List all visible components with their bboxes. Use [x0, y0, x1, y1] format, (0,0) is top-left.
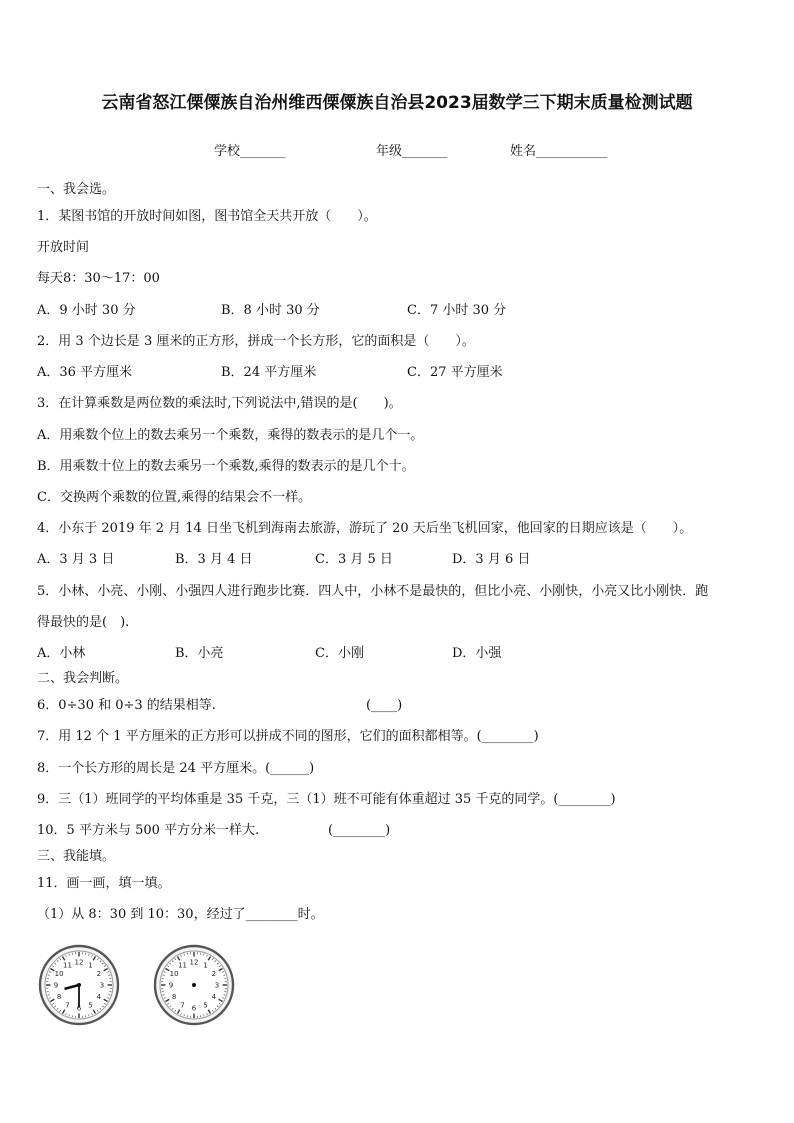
question-10: 10．5 平方米与 500 平方分米一样大.: [37, 823, 260, 838]
q5-option-b: B．小亮: [175, 646, 224, 661]
clock-numeral: 4: [211, 993, 217, 1002]
section-heading-fill: 三、我能填。: [37, 849, 116, 864]
clock-numeral: 6: [76, 1004, 82, 1013]
clock-numeral: 8: [56, 993, 62, 1002]
clock-numeral: 5: [203, 1001, 208, 1010]
question-11-part-1: （1）从 8：30 到 10：30，经过了________时。: [37, 907, 324, 922]
question-11: 11．画一画，填一填。: [37, 876, 171, 891]
q5-option-d: D．小强: [452, 646, 502, 661]
question-6: 6．0÷30 和 0÷3 的结果相等.: [37, 698, 216, 713]
question-7: 7．用 12 个 1 平方厘米的正方形可以拼成不同的图形，它们的面积都相等。(________): [37, 729, 539, 744]
q5-option-a: A．小林: [37, 646, 86, 661]
blank-clock-face: [153, 944, 235, 1026]
clock-numeral: 11: [178, 961, 187, 970]
clock-numeral: 10: [54, 970, 64, 979]
clock-center: [192, 983, 196, 987]
q5-option-c: C．小刚: [315, 646, 364, 661]
start-clock-face: [38, 944, 120, 1026]
q2-option-c: C．27 平方厘米: [407, 365, 503, 380]
q10-answer-blank: (________): [328, 823, 391, 838]
name-field: 姓名___________: [510, 144, 608, 159]
question-8: 8．一个长方形的周长是 24 平方厘米。(______): [37, 761, 315, 776]
question-1-info-title: 开放时间: [37, 240, 90, 255]
clock-numeral: 7: [65, 1001, 70, 1010]
clock-numeral: 1: [203, 961, 208, 970]
question-3: 3．在计算乘数是两位数的乘法时,下列说法中,错误的是( )。: [37, 396, 402, 411]
question-4: 4．小东于 2019 年 2 月 14 日坐飞机到海南去旅游，游玩了 20 天后坐飞机回家，他回家的日期应该是（ ）。: [37, 521, 693, 536]
clock-numeral: 12: [189, 958, 199, 967]
q2-option-b: B．24 平方厘米: [221, 365, 317, 380]
clock-numeral: 4: [96, 993, 102, 1002]
q1-option-b: B．8 小时 30 分: [221, 303, 320, 318]
clock-numeral: 10: [169, 970, 179, 979]
clock-numeral: 12: [74, 958, 84, 967]
question-1-info-hours: 每天8：30～17：00: [37, 271, 160, 286]
q4-option-d: D．3 月 6 日: [452, 552, 531, 567]
q1-option-c: C．7 小时 30 分: [407, 303, 507, 318]
section-heading-choice: 一、我会选。: [37, 182, 116, 197]
q3-option-b: B．用乘数十位上的数去乘另一个乘数,乘得的数表示的是几个十。: [37, 459, 415, 474]
clock-numeral: 1: [88, 961, 93, 970]
q6-answer-blank: (____): [366, 698, 403, 713]
school-field: 学校_______: [214, 144, 286, 159]
clock-numeral: 9: [168, 981, 174, 990]
clock-numeral: 6: [191, 1004, 197, 1013]
q2-option-a: A．36 平方厘米: [37, 365, 133, 380]
question-1: 1．某图书馆的开放时间如图，图书馆全天共开放（ ）。: [37, 209, 377, 224]
q4-option-b: B．3 月 4 日: [175, 552, 253, 567]
page-title: 云南省怒江傈僳族自治州维西傈僳族自治县2023届数学三下期末质量检测试题: [101, 93, 693, 113]
clock-numeral: 2: [96, 970, 102, 979]
q3-option-a: A．用乘数个位上的数去乘另一个乘数，乘得的数表示的是几个一。: [37, 428, 424, 443]
question-9: 9．三（1）班同学的平均体重是 35 千克，三（1）班不可能有体重超过 35 千克的同学。(________): [37, 792, 616, 807]
question-2: 2．用 3 个边长是 3 厘米的正方形，拼成一个长方形，它的面积是（ ）。: [37, 334, 475, 349]
clock-numeral: 3: [214, 981, 220, 990]
clock-numeral: 11: [63, 961, 72, 970]
question-5-cont: 得最快的是( ).: [37, 615, 130, 630]
question-5: 5．小林、小亮、小刚、小强四人进行跑步比赛．四人中，小林不是最快的，但比小亮、小刚快，小亮又比小刚快．跑: [37, 584, 709, 599]
clock-numeral: 8: [171, 993, 177, 1002]
section-heading-judge: 二、我会判断。: [37, 671, 129, 686]
clock-center: [77, 983, 81, 987]
q1-option-a: A．9 小时 30 分: [37, 303, 136, 318]
clock-numeral: 2: [211, 970, 217, 979]
q4-option-c: C．3 月 5 日: [315, 552, 393, 567]
clock-numeral: 9: [53, 981, 59, 990]
q3-option-c: C．交换两个乘数的位置,乘得的结果会不一样。: [37, 490, 312, 505]
clock-numeral: 3: [99, 981, 105, 990]
clock-numeral: 5: [88, 1001, 93, 1010]
q4-option-a: A．3 月 3 日: [37, 552, 115, 567]
clock-numeral: 7: [180, 1001, 185, 1010]
grade-field: 年级_______: [376, 144, 448, 159]
